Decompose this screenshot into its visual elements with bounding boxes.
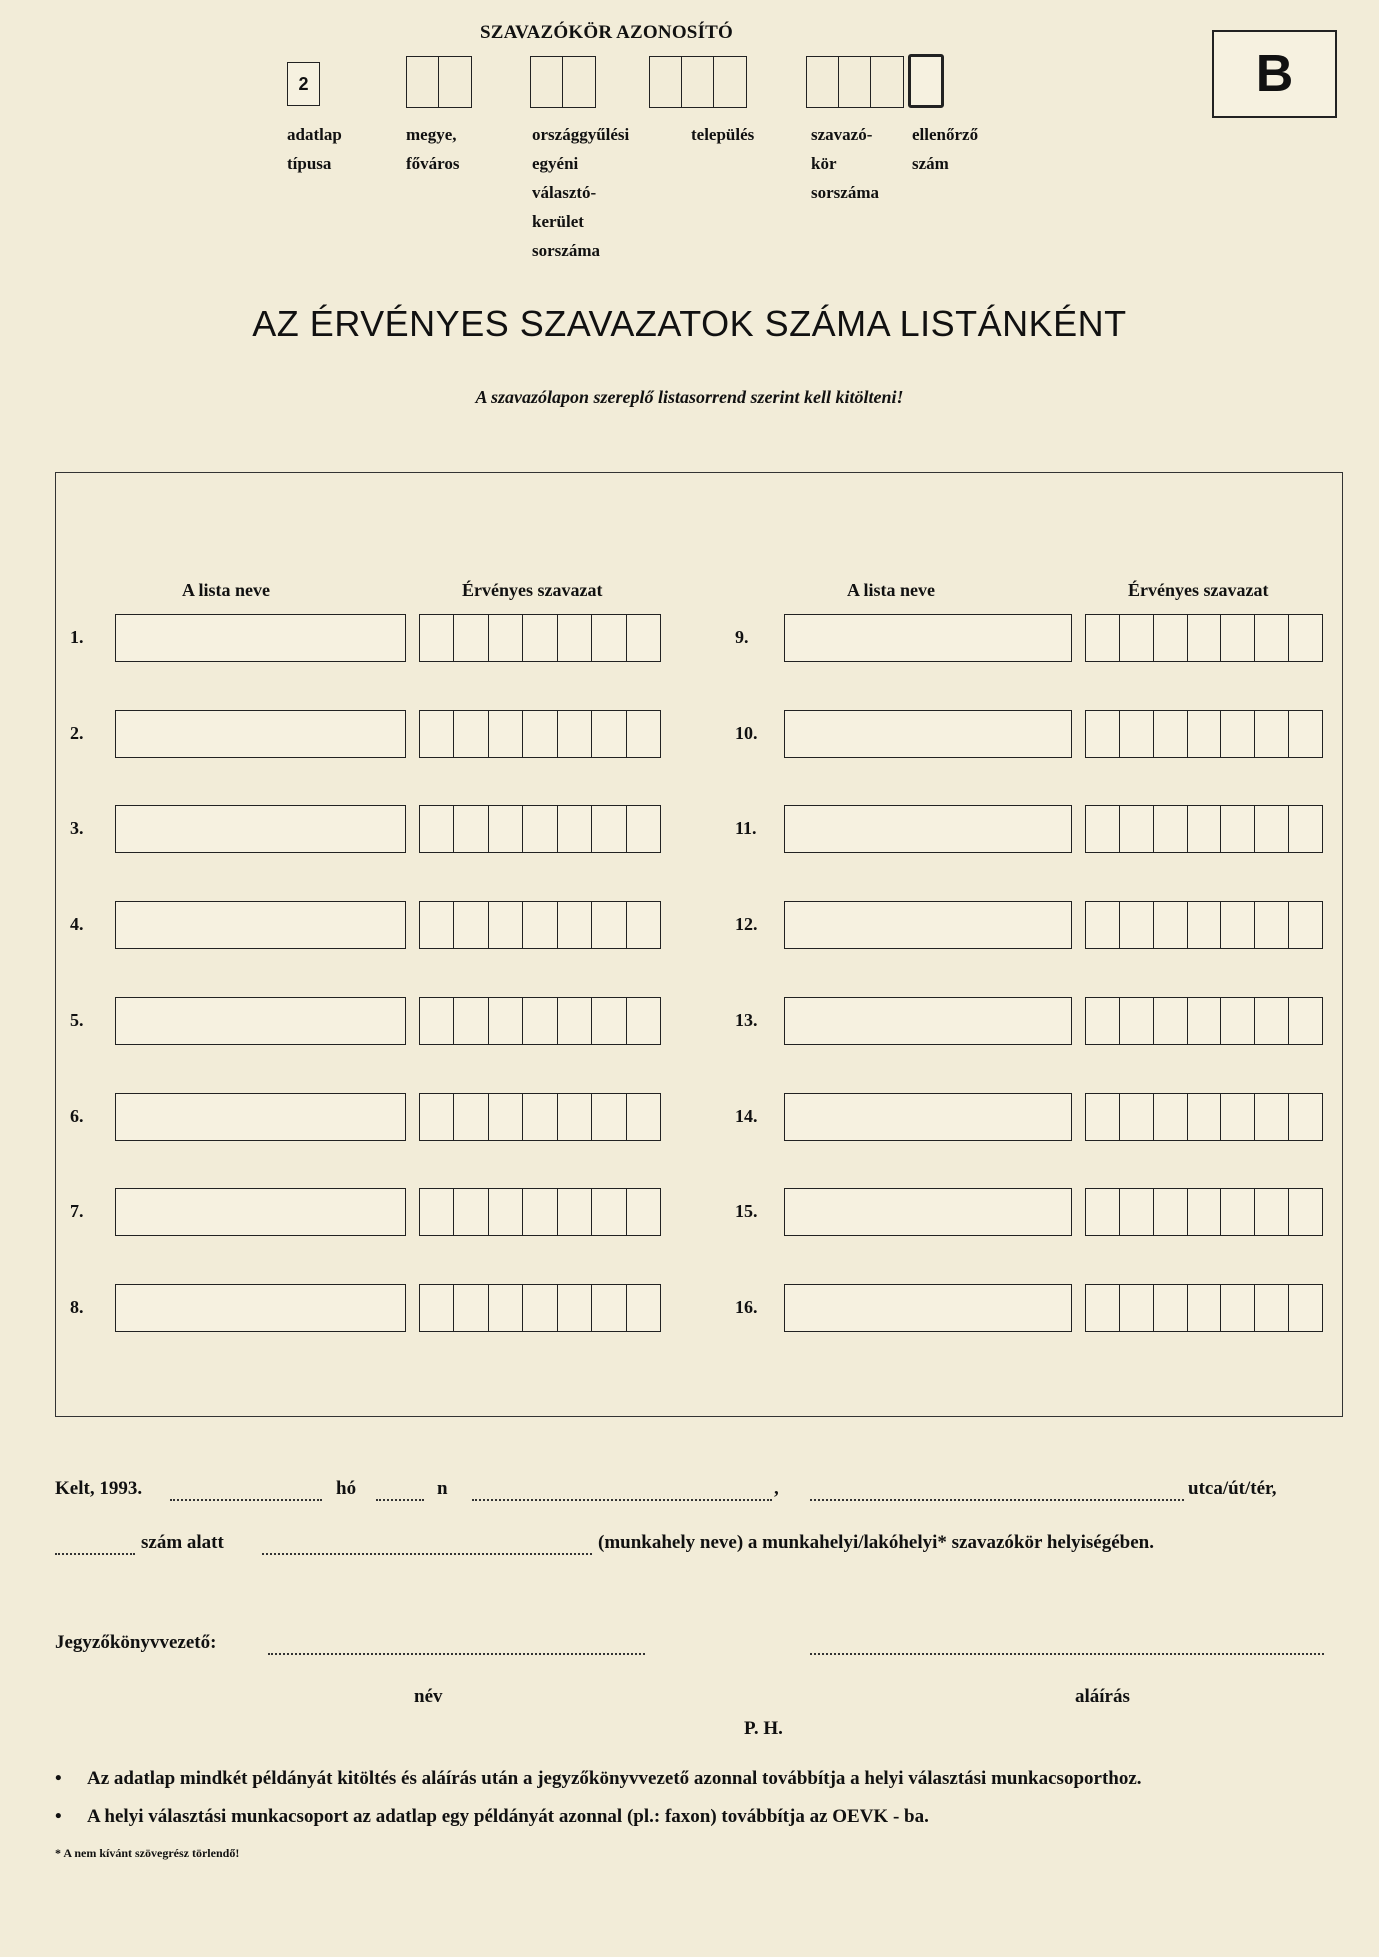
instruction-bullet-1: • Az adatlap mindkét példányát kitöltés és aláírás után a jegyzőkönyvvezető azonnal továbbítja a helyi választási munkacsoporthoz. [55, 1768, 1142, 1789]
row-number-right: 15. [735, 1201, 758, 1221]
valid-votes-cells[interactable] [419, 901, 661, 949]
label-settlement: település [691, 125, 755, 144]
list-name-field[interactable] [115, 997, 406, 1045]
valid-votes-cells[interactable] [1085, 901, 1323, 949]
instruction-text-1: Az adatlap mindkét példányát kitöltés és aláírás után a jegyzőkönyvvezető azonnal továbbítja a helyi választási munkacsoporthoz. [87, 1768, 1142, 1789]
recorder-label: Jegyzőkönyvvezető: [55, 1632, 217, 1653]
list-name-field[interactable] [784, 1093, 1072, 1141]
form-type-cell: 2 [287, 62, 320, 106]
label-county: megye, főváros [406, 125, 460, 173]
valid-votes-cells[interactable] [419, 710, 661, 758]
instruction-text-2: A helyi választási munkacsoport az adatlap egy példányát azonnal (pl.: faxon) továbbítja az OEVK - ba. [87, 1806, 929, 1827]
name-label: név [414, 1686, 443, 1707]
street-label: utca/út/tér, [1188, 1478, 1277, 1499]
list-name-field[interactable] [784, 805, 1072, 853]
valid-votes-cells[interactable] [1085, 710, 1323, 758]
row-number-left: 3. [70, 818, 84, 838]
row-number-right: 10. [735, 723, 758, 743]
row-number-left: 2. [70, 723, 84, 743]
list-name-field[interactable] [115, 805, 406, 853]
workplace-label: (munkahely neve) a munkahelyi/lakóhelyi* szavazókör helyiségében. [598, 1532, 1154, 1553]
year-day-field[interactable] [170, 1499, 322, 1501]
signature-label: aláírás [1075, 1686, 1130, 1707]
row-number-left: 4. [70, 914, 84, 934]
row-number-right: 16. [735, 1297, 758, 1317]
workplace-field[interactable] [262, 1553, 592, 1555]
list-name-field[interactable] [784, 1284, 1072, 1332]
settlement-field[interactable] [472, 1499, 772, 1501]
row-number-right: 9. [735, 627, 749, 647]
label-district: országgyűlési egyéni választó- kerület sorszáma [532, 125, 630, 260]
row-number-left: 1. [70, 627, 84, 647]
valid-votes-cells[interactable] [1085, 1093, 1323, 1141]
list-name-field[interactable] [115, 614, 406, 662]
page-subtitle: A szavazólapon szereplő listasorrend szerint kell kitölteni! [475, 387, 904, 407]
page-title: AZ ÉRVÉNYES SZAVAZATOK SZÁMA LISTÁNKÉNT [252, 303, 1127, 344]
list-name-field[interactable] [784, 710, 1072, 758]
valid-votes-cells[interactable] [1085, 997, 1323, 1045]
valid-votes-cells[interactable] [1085, 1284, 1323, 1332]
form-letter-box: B [1212, 30, 1337, 118]
settlement-code-cells[interactable] [649, 56, 747, 108]
valid-votes-cells[interactable] [419, 1284, 661, 1332]
row-number-left: 7. [70, 1201, 84, 1221]
list-name-field[interactable] [784, 901, 1072, 949]
precinct-id-title: SZAVAZÓKÖR AZONOSÍTÓ [480, 22, 734, 43]
valid-votes-cells[interactable] [419, 805, 661, 853]
col-header-votes-right: Érvényes szavazat [1128, 580, 1269, 600]
row-number-right: 14. [735, 1106, 758, 1126]
day-label: n [437, 1478, 448, 1499]
row-number-left: 6. [70, 1106, 84, 1126]
valid-votes-cells[interactable] [1085, 805, 1323, 853]
recorder-name-field[interactable] [268, 1653, 645, 1655]
district-code-cells[interactable] [530, 56, 596, 108]
label-precinct: szavazó- kör sorszáma [811, 125, 879, 202]
row-number-left: 8. [70, 1297, 84, 1317]
col-header-votes-left: Érvényes szavazat [462, 580, 603, 600]
row-number-right: 13. [735, 1010, 758, 1030]
list-name-field[interactable] [115, 1188, 406, 1236]
szam-alatt-label: szám alatt [141, 1532, 224, 1553]
valid-votes-cells[interactable] [419, 997, 661, 1045]
list-name-field[interactable] [115, 1284, 406, 1332]
street-field[interactable] [810, 1499, 1184, 1501]
kelt-label: Kelt, 1993. [55, 1478, 143, 1499]
col-header-list-name-right: A lista neve [847, 580, 935, 600]
instruction-bullet-2: • A helyi választási munkacsoport az adatlap egy példányát azonnal (pl.: faxon) továbbítja az OEVK - ba. [55, 1806, 929, 1827]
list-name-field[interactable] [784, 997, 1072, 1045]
footnote: * A nem kívánt szövegrész törlendő! [55, 1846, 240, 1860]
col-header-list-name-left: A lista neve [182, 580, 270, 600]
comma-text: , [774, 1478, 779, 1499]
valid-votes-cells[interactable] [1085, 614, 1323, 662]
precinct-number-cells[interactable] [806, 56, 904, 108]
row-number-right: 11. [735, 818, 757, 838]
list-name-field[interactable] [115, 901, 406, 949]
county-code-cells[interactable] [406, 56, 472, 108]
valid-votes-cells[interactable] [1085, 1188, 1323, 1236]
recorder-signature-field[interactable] [810, 1653, 1324, 1655]
row-number-right: 12. [735, 914, 758, 934]
list-name-field[interactable] [115, 710, 406, 758]
valid-votes-cells[interactable] [419, 614, 661, 662]
list-name-field[interactable] [115, 1093, 406, 1141]
stamp-label: P. H. [744, 1718, 783, 1739]
day-field[interactable] [376, 1499, 424, 1501]
row-number-left: 5. [70, 1010, 84, 1030]
valid-votes-cells[interactable] [419, 1093, 661, 1141]
check-digit-cell[interactable] [908, 54, 944, 108]
valid-votes-cells[interactable] [419, 1188, 661, 1236]
label-form-type: adatlap típusa [287, 125, 342, 173]
house-number-field[interactable] [55, 1553, 135, 1555]
label-check-digit: ellenőrző szám [912, 125, 979, 173]
list-name-field[interactable] [784, 1188, 1072, 1236]
month-label: hó [336, 1478, 357, 1499]
list-name-field[interactable] [784, 614, 1072, 662]
